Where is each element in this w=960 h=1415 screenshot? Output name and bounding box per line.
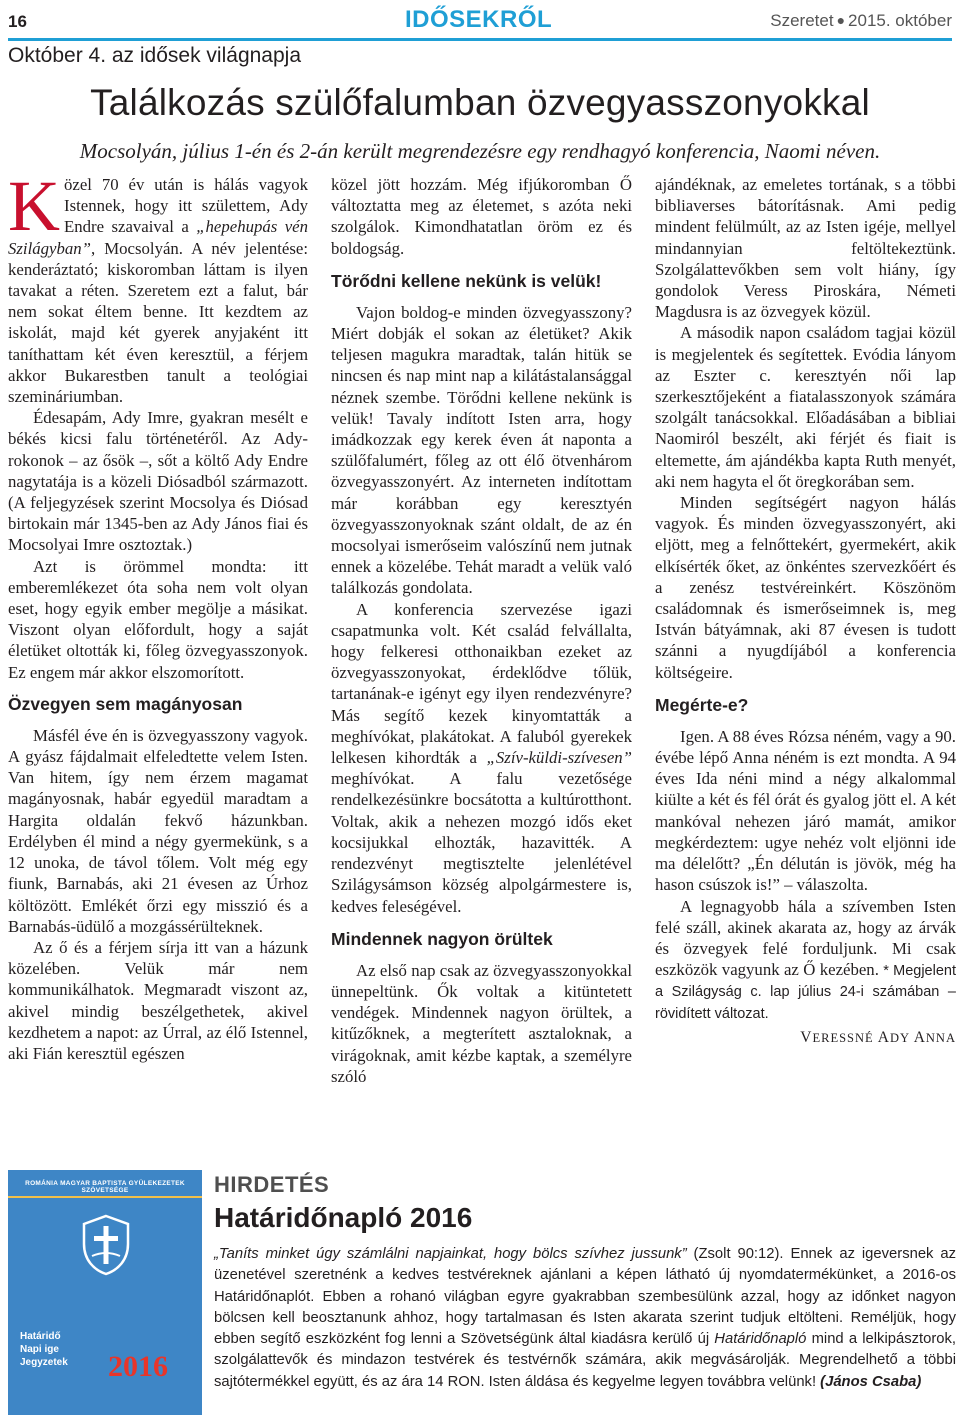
source-note: * Megjelent a Szilágyság c. lap július 24-i számában – rövidített változat. xyxy=(655,963,957,1022)
paragraph: A konferencia szervezése igazi csapatmunka volt. Két család felvállalta, hogy felkeresi otthonaikban ezeket az özvegyasszonyokat, érdeklődve tőlük, tartanának-e igényt egy ilyen rendezvényre? Más segítő kezek kinyomtatták a meghívókat, plakátokat. A faluból gyerekek lelkesen kihordták a „Szív-küldi-szívesen” meghívókat. A falu vezetősége rendelkezésünkre bocsátotta a kultúrotthont. Voltak, akik a nehezen mozgó idős eket kocsijukkal elhozták, hazavitték. A rendezvényt megtisztelte jelenlétével Szilágysámson község alpolgármestere is, kedves feleségével. xyxy=(331,599,632,916)
page-number: 16 xyxy=(8,12,27,31)
paragraph: Az első nap csak az özvegyasszonyokkal ünnepeltünk. Ők voltak a kitüntetett vendégek. Mindennek nagyon örültek, a kitűzőknek, a megterített asztaloknak, a virágoknak, amit kézbe kaptak, a személyre szóló xyxy=(331,960,632,1086)
paragraph: A legnagyobb hála a szívemben Isten felé száll, akinek akarata az, hogy az árvák és özvegyek felé forduljunk. Mi csak eszközök vagyunk az Ő kezében. * Megjelent a Szilágyság c. lap július 24-i számában – rövidített változat. xyxy=(655,896,957,1022)
article-column-3 xyxy=(655,174,956,1047)
cover-year: 2016 xyxy=(108,1350,168,1383)
article-column-1 xyxy=(8,166,308,1064)
paragraph: A második napon családom tagjai közül is megjelentek és segítettek. Evódia lányom az Eszter c. keresztyén női lap szerkesztőjeként a fiatalasszonyok számára szolgált tanácsokkal. Előadásában a bibliai Naomiról beszélt, aki férjét és fiait is eltemette, ám ajándékba kapta Ruth menyét, aki nem hagyta el őt öregkorában sem. xyxy=(655,323,956,491)
ad-body: „Taníts minket úgy számlálni napjainkat, hogy bölcs szívhez jussunk” (Zsolt 90:12). Ennek az igeversnek az üzenetével szeretnénk a kedves testvéreknek ajánlani a képen látható új nyomdatermékünket, a 2016-os Határidőnaplót. Ebben a rohanó világban egyre gyakrabban szembesülünk azzal, hogy az időnket nagyon bölcsen kell beosztanunk ahhoz, hogy tartalmasan és Isten akarata szerint tudjuk eltölteni. Reméljük, hogy ebben segítő eszközként fog lenni a Szövetségünk által kiadásra kerülő új Határidőnapló mind a lelkipásztorok, szolgálattevők és mindazon testvérek és testvérnők számára, akik megvásárolják. Megrendelhető a többi sajtótermékkel együtt, és az ára 14 RON. Isten áldása és kegyelme legyen továbbra velünk! (János Csaba) xyxy=(214,1246,956,1390)
paragraph: Vajon boldog-e minden özvegyasszony? Miért dobják el sokan az életüket? Akik teljesen magukra maradtak, talán hitük se nincsen és nap mint nap a kilátástalansággal néznek szembe. Törődni kellene nekünk is velük! Tavaly indított Isten arra, hogy imádkozzak egy kerek éven át naponta a szülőfalumért, főleg az ott élő ötvenhárom özvegyasszonyért. Az interneten indítottam már korábban egy keresztyén özvegyasszonyoknak szánt oldalt, de az én mocsolyai ismerőseim valószínű nem jutnak ennek a közelébe. Tehát maradt a velük való találkozás gondolata. xyxy=(331,302,632,598)
paragraph: Azt is örömmel mondta: itt emberemlékezet óta soha nem volt olyan eset, hogy egyik ember megölje a másikat. Viszont olyan előfordult, hogy a saját életüket oltották ki, főleg özvegyasszonyok. Ez engem már akkor elszomorított. xyxy=(8,556,308,682)
cover-publisher: ROMÁNIA MAGYAR BAPTISTA GYÜLEKEZETEK SZÖVETSÉGE xyxy=(25,1180,185,1194)
article-subtitle: Mocsolyán, július 1-én és 2-án került megrendezésre egy rendhagyó konferencia, Naomi néven. xyxy=(79,139,881,163)
paragraph: Édesapám, Ady Imre, gyakran mesélt e békés kicsi falu történetéről. Az Ady-rokonok – az ősök –, sőt a költő Ady Endre nagytatája is a közeli Diósadból származott. (A feljegyzések szerint Mocsolya és Diósad birtokain már 1345-ben az Ady János fiai és Mocsolyai Imre osztoztak.) xyxy=(8,408,308,555)
product-cover-image xyxy=(8,1170,202,1415)
section-title: IDŐSEKRŐL xyxy=(405,6,553,33)
dropcap: K xyxy=(8,166,60,246)
kicker: Október 4. az idősek világnapja xyxy=(8,44,302,67)
ad-label: HIRDETÉS xyxy=(214,1172,330,1197)
paragraph: Minden segítségért nagyon hálás vagyok. És minden özvegyasszonyért, aki eljött, meg a felnőttekért, gyermekért, akik elkísérték őket, az önkéntes szervezkőért és a zenész testvéreinkért. Köszönöm családomnak és ismerőseimnek is, meg István bátyámnak, aki 87 évesen is tudott szánni a nyugdíjából a konferencia költségeire. xyxy=(655,493,956,682)
subheading: Özvegyen sem magányosan xyxy=(8,693,243,714)
cover-stripe xyxy=(8,1196,202,1198)
subheading: Törődni kellene nekünk is velük! xyxy=(331,270,602,291)
issue-info xyxy=(770,11,952,31)
publication-name: Szeretet xyxy=(770,11,834,30)
paragraph: Az ő és a férjem sírja itt van a házunk közelében. Velük már nem kommunikálhatok. Megmaradt viszont az, akivel mindig beszélgethetek, akivel kezdhetem a napot: az Úrral, az élő Istennel, aki Fián keresztül egészen xyxy=(8,937,308,1063)
ad-signature: (János Csaba) xyxy=(820,1373,922,1390)
ad-title: Határidőnapló 2016 xyxy=(214,1202,473,1233)
author-signature: VERESSNÉ ADY ANNA xyxy=(800,1028,956,1046)
paragraph: Igen. A 88 éves Rózsa néném, vagy a 90. évébe lépő Anna néném is ezt mondta. A 94 éves Ida néni mind a négy alkalommal kiülte a két és fél órát és gyalog jött el. A két mankóval nehezen járó mamát, amikor megkérdeztem: ugye nehéz volt eljönni ide ma délelőtt? „Én délután is jövök, még ha hason csúszok is!” – válaszolta. xyxy=(655,726,956,895)
paragraph: Közel 70 év után is hálás vagyok Istennek, hogy itt születtem, Ady Endre szavaival a „hepehupás vén Szilágyban”, Mocsolyán. A név jelentése: kenderáztató; kiskoromban láttam is ilyen tavakat a réten. Szeretem ezt a falut, bár nem sokat éltem benne. Itt kezdtem az iskolát, majd két gyerek anyjaként itt taníthattam két éven keresztül, a férjem akkor Bukarestben tanult a teológiai szemináriumban. xyxy=(8,166,308,407)
subheading: Megérte-e? xyxy=(655,694,749,715)
paragraph: Másfél éve én is özvegyasszony vagyok. A gyász fájdalmait elfeledtette velem Isten. Van hitem, így nem érzem magamat magányosnak, habár egyedül maradtam a Hargita oldalán fekvő házunkban. Erdélyben él mind a négy gyermekünk, s a 12 unoka, de távol tőlem. Volt még egy fiunk, Barnabás, aki 21 évesen az Úrhoz költözött. Emlékét őrzi egy misszió és a Barnabás-üdülő a mozgássérülteknek. xyxy=(8,725,308,936)
article-headline: Találkozás szülőfalumban özvegyasszonyokkal xyxy=(90,82,870,123)
paragraph: ajándéknak, az emeletes tortának, s a többi bibliaverses bátorításnak. Ami pedig mindent felülmúlt, az az Isten igéje, mellyel mindannyian feltöltekeztünk. Szolgálattevőkben sem volt hiány, így gondolok Veress Piroskára, Németi Magdusra is az özvegyek közül. xyxy=(655,175,956,322)
header-rule xyxy=(8,38,952,41)
cover-labels: Határidő Napi ige Jegyzetek xyxy=(20,1331,68,1368)
shield-cross-icon xyxy=(80,1214,132,1276)
article-column-2 xyxy=(331,174,632,1087)
paragraph: közel jött hozzám. Még ifjúkoromban Ő változtatta meg az életemet, s azóta neki szolgálok. Kimondhatatlan öröm ez és boldogság. xyxy=(331,175,632,258)
subheading: Mindennek nagyon örültek xyxy=(331,928,553,949)
issue-date: 2015. október xyxy=(848,11,952,30)
bullet-icon: ● xyxy=(836,12,846,28)
